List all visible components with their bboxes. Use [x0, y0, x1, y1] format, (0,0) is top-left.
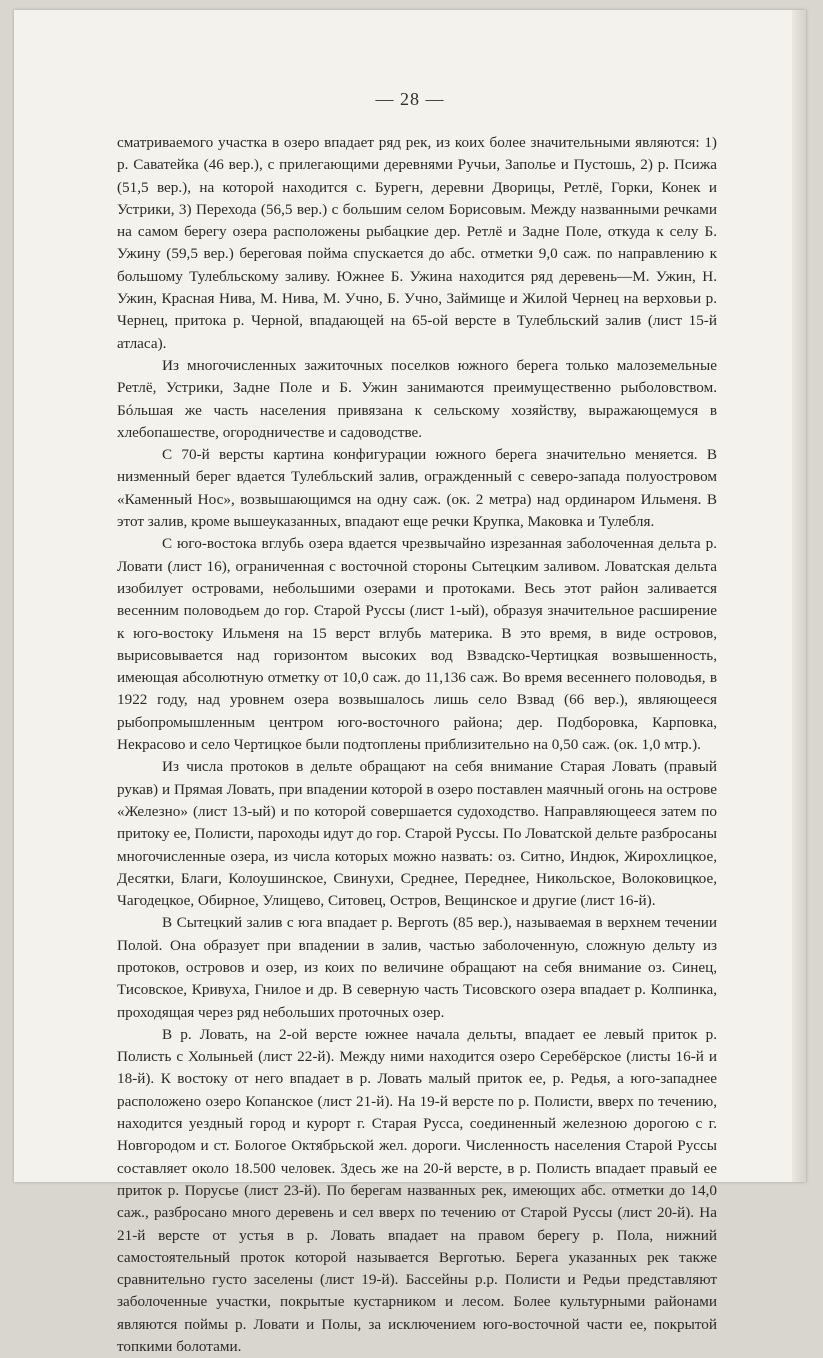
page-edge-shadow — [792, 10, 806, 1182]
paragraph-4: С юго-востока вглубь озера вдается чрезвычайно изрезанная заболоченная дельта р. Ловати (лист 16), ограниченная с восточной стороны Сытецким заливом. Ловатская дельта изобилует островами, небольшими озерами и протоками. Весь этот район заливается весенним половодьем до гор. Старой Руссы (лист 1-ый), образуя значительное расширение к юго-востоку Ильменя на 15 верст вглубь материка. В это время, в виде островов, вырисовывается над горизонтом высоких вод Взвадско-Чертицкая возвышенность, имеющая абсолютную отметку от 10,0 саж. до 11,136 саж. Во время весеннего половодья, в 1922 году, над уровнем озера возвышалось лишь село Взвад (66 вер.), являющееся рыбопромышленным центром юго-восточного района; дер. Подборовка, Карповка, Некрасово и село Чертицкое были подтоплены приблизительно на 0,50 саж. (ок. 1,0 мтр.). — [117, 535, 717, 754]
paragraph-1: сматриваемого участка в озеро впадает ряд рек, из коих более значительными являются: 1) р. Саватейка (46 вер.), с прилегающими деревнями Ручьи, Заполье и Пустошь, 2) р. Псижа (51,5 вер.), на которой находится с. Бурегн, деревни Дворицы, Ретлё, Горки, Конек и Устрики, 3) Перехода (56,5 вер.) с большим селом Борисовым. Между названными речками на самом берегу озера расположены рыбацкие дер. Ретлё и Задне Поле, откуда к селу Б. Ужину (59,5 вер.) береговая пойма спускается до абс. отметки 9,0 саж. по направлению к большому Тулебльскому заливу. Южнее Б. Ужина находится ряд деревень—М. Ужин, Н. Ужин, Красная Нива, М. Нива, М. Учно, Б. Учно, Займище и Жилой Чернец на верховьи р. Чернец, притока р. Черной, впадающей на 65-ой версте в Тулебльский залив (лист 15-й атласа). — [117, 134, 717, 352]
body-text — [117, 132, 717, 1358]
paragraph-3: С 70-й версты картина конфигурации южного берега значительно меняется. В низменный берег вдается Тулебльский залив, огражденный с северо-запада полуостровом «Каменный Нос», возвышающимся на одну саж. (ок. 2 метра) над ординаром Ильменя. В этот залив, кроме вышеуказанных, впадают еще речки Крупка, Маковка и Тулебля. — [117, 446, 717, 531]
paragraph-5: Из числа протоков в дельте обращают на себя внимание Старая Ловать (правый рукав) и Прямая Ловать, при впадении которой в озеро поставлен маячный огонь на острове «Железно» (лист 13-ый) и по которой совершается судоходство. Направляющееся затем по притоку ее, Полисти, пароходы идут до гор. Старой Руссы. По Ловатской дельте разбросаны многочисленные озера, из числа которых можно назвать: оз. Ситно, Индюк, Жирохлицкое, Десятки, Благи, Колоушинское, Свинухи, Среднее, Переднее, Никольское, Волоковицкое, Чагодецкое, Обирное, Улищево, Ситовец, Остров, Вещинское и другие (лист 16-й). — [117, 758, 717, 910]
page-number: — 28 — — [375, 89, 445, 109]
paragraph-6: В Сытецкий залив с юга впадает р. Верготь (85 вер.), называемая в верхнем течении Полой. Она образует при впадении в залив, частью заболоченную, сложную дельту из протоков, островов и озер, из коих по величине обращают на себя внимание оз. Синец, Тисовское, Кривуха, Гнилое и др. В северную часть Тисовского озера впадает р. Колпинка, проходящая через ряд небольших проточных озер. — [117, 914, 717, 1021]
paragraph-2: Из многочисленных зажиточных поселков южного берега только малоземельные Ретлё, Устрики, Задне Поле и Б. Ужин занимаются преимущественно рыболовством. Бóльшая же часть населения привязана к сельскому хозяйству, выражающемуся в хлебопашестве, огородничестве и садоводстве. — [117, 356, 717, 441]
book-page — [14, 10, 806, 1356]
paragraph-7: В р. Ловать, на 2-ой версте южнее начала дельты, впадает ее левый приток р. Полисть с Холыньей (лист 22-й). Между ними находится озеро Серебёрское (листы 16-й и 18-й). К востоку от него впадает в р. Ловать малый приток ее, р. Редья, а юго-западнее расположено озеро Копанское (лист 21-й). На 19-й версте по р. Полисти, вверх по течению, находится уездный город и курорт г. Старая Русса, соединенный железною дорогою с г. Новгородом и ст. Бологое Октябрьской жел. дороги. Численность населения Старой Руссы составляет около 18.500 человек. Здесь же на 20-й версте, в р. Полисть впадает правый ее приток р. Порусье (лист 23-й). По берегам названных рек, имеющих абс. отметки до 14,0 саж., разбросано много деревень и сел вверх по течению от Старой Руссы (лист 20-й). На 21-й версте от устья в р. Ловать впадает на правом берегу р. Пола, нижний самостоятельный проток которой называется Верготью. Берега указанных рек также сравнительно густо заселены (лист 19-й). Бассейны р.р. Полисти и Редьи представляют заболоченные участки, покрытые кустарником и лесом. Более культурными районами являются поймы р. Ловати и Полы, за исключением юго-восточной части ее, покрытой топкими болотами. — [117, 1025, 717, 1356]
